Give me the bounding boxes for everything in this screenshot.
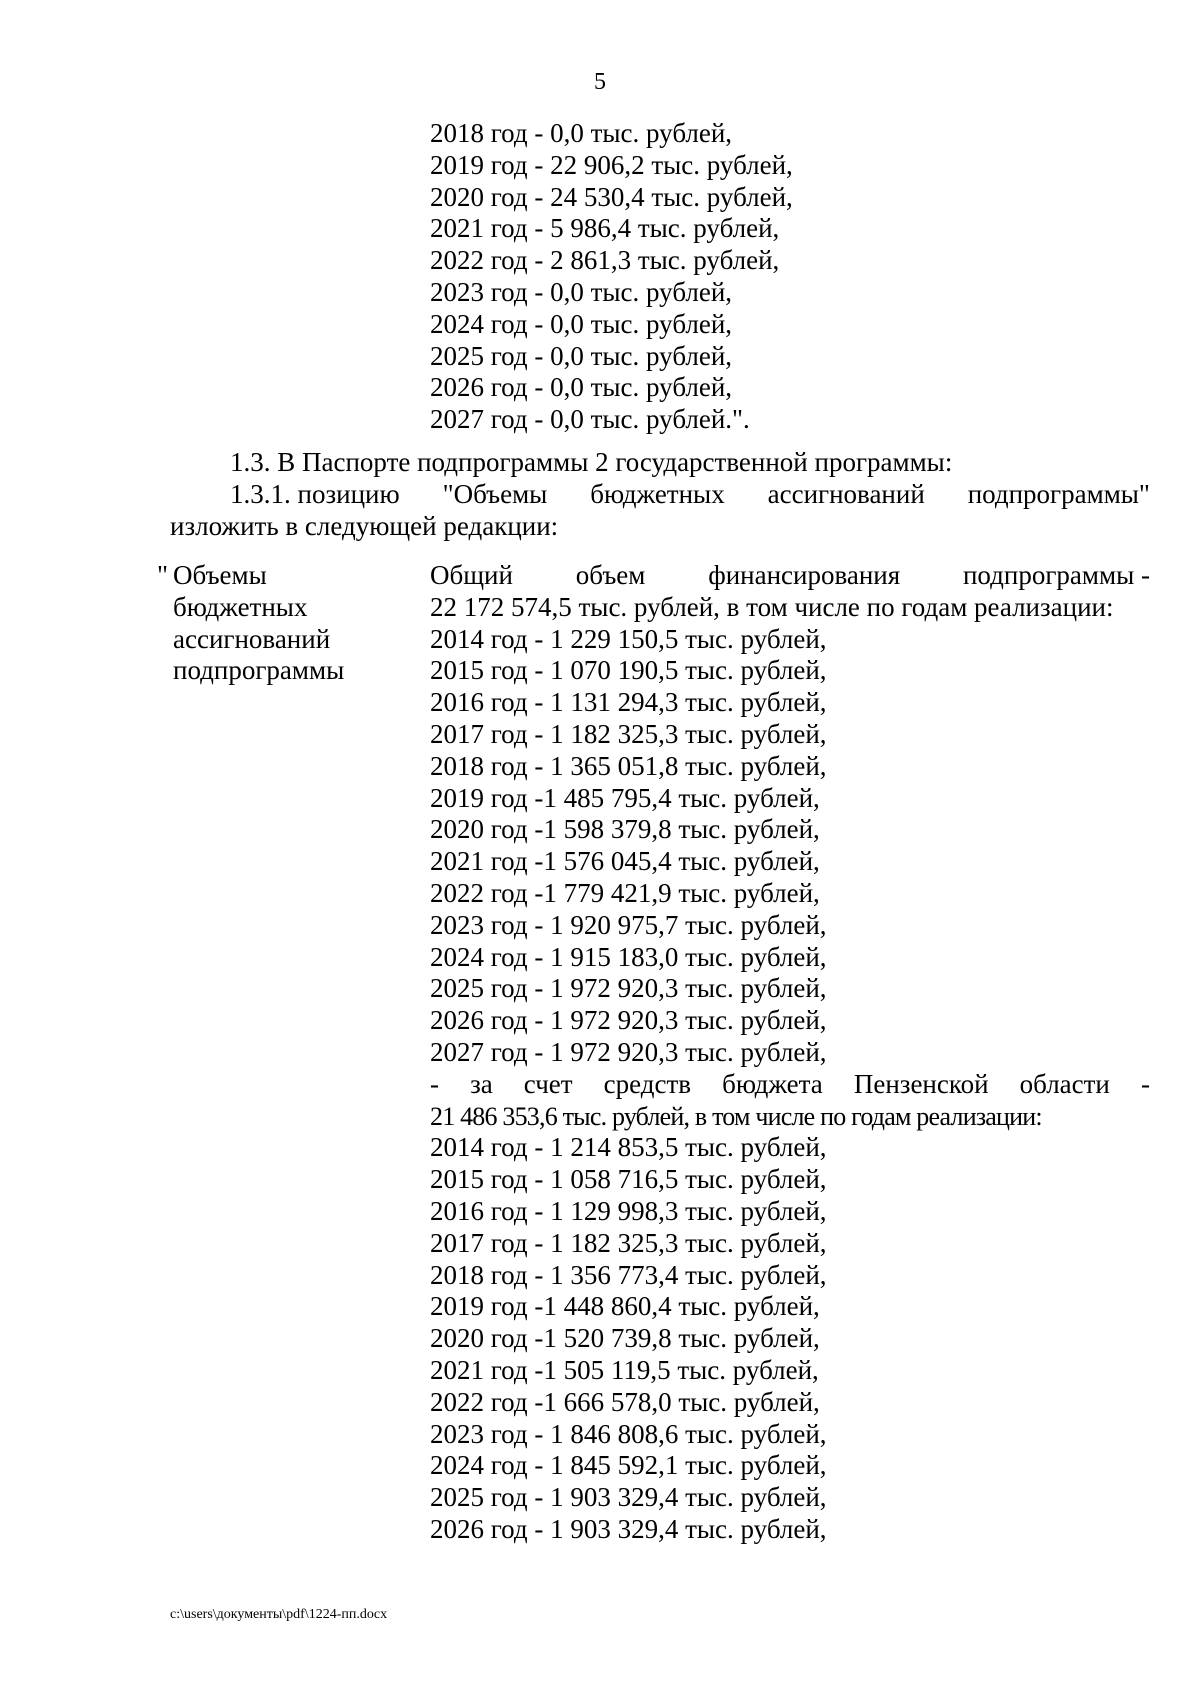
- total-year-line: 2014 год - 1 229 150,5 тыс. рублей,: [430, 623, 827, 654]
- justified-word: счет: [523, 1068, 573, 1099]
- paragraph-1-3-1-line1: [170, 479, 1150, 511]
- total-year-line: 2015 год - 1 070 190,5 тыс. рублей,: [430, 655, 827, 686]
- position-title-line: Объемы: [173, 560, 267, 590]
- total-years-list: [430, 624, 1150, 1069]
- regional-year-line: 2024 год - 1 845 592,1 тыс. рублей,: [430, 1450, 827, 1481]
- regional-year-line: 2026 год - 1 903 329,4 тыс. рублей,: [430, 1513, 827, 1544]
- justified-word: области: [1019, 1068, 1110, 1099]
- paragraph-1-3-1: [170, 479, 1150, 543]
- justified-word: Пензенской: [853, 1068, 989, 1099]
- total-year-line: 2019 год -1 485 795,4 тыс. рублей,: [430, 782, 820, 813]
- position-title-line: ассигнований: [173, 623, 331, 654]
- open-quote: ": [157, 560, 169, 590]
- regional-year-line: 2022 год -1 666 578,0 тыс. рублей,: [430, 1386, 820, 1417]
- regional-year-line: 2025 год - 1 903 329,4 тыс. рублей,: [430, 1482, 827, 1513]
- regional-year-line: 2016 год - 1 129 998,3 тыс. рублей,: [430, 1195, 827, 1226]
- total-year-line: 2017 год - 1 182 325,3 тыс. рублей,: [430, 718, 827, 749]
- justified-word: за: [470, 1068, 493, 1099]
- funding-line: 2020 год - 24 530,4 тыс. рублей,: [430, 181, 793, 212]
- paragraph-word: бюджетных: [590, 479, 725, 509]
- paragraph-1-3: 1.3. В Паспорте подпрограммы 2 государственной программы:: [230, 447, 953, 477]
- justified-word: финансирования: [708, 560, 901, 590]
- regional-year-line: 2018 год - 1 356 773,4 тыс. рублей,: [430, 1259, 827, 1290]
- justified-word: подпрограммы -: [962, 560, 1150, 590]
- regional-year-line: 2014 год - 1 214 853,5 тыс. рублей,: [430, 1132, 827, 1163]
- total-year-line: 2025 год - 1 972 920,3 тыс. рублей,: [430, 973, 827, 1004]
- paragraph-word: ассигнований: [767, 479, 925, 509]
- total-year-line: 2023 год - 1 920 975,7 тыс. рублей,: [430, 909, 827, 940]
- total-year-line: 2027 год - 1 972 920,3 тыс. рублей,: [430, 1036, 827, 1067]
- total-year-line: 2022 год -1 779 421,9 тыс. рублей,: [430, 877, 820, 908]
- top-funding-list: [430, 118, 793, 436]
- paragraph-1-3-1-line2: изложить в следующей редакции:: [170, 510, 559, 541]
- position-title: [157, 560, 397, 687]
- funding-line: 2025 год - 0,0 тыс. рублей,: [430, 340, 733, 371]
- footer-file-path: c:\users\документы\pdf\1224-пп.docx: [170, 1607, 388, 1622]
- regional-year-line: 2017 год - 1 182 325,3 тыс. рублей,: [430, 1227, 827, 1258]
- funding-line: 2021 год - 5 986,4 тыс. рублей,: [430, 213, 780, 244]
- total-year-line: 2016 год - 1 131 294,3 тыс. рублей,: [430, 687, 827, 718]
- justified-word: Общий: [430, 560, 513, 590]
- total-year-line: 2020 год -1 598 379,8 тыс. рублей,: [430, 814, 820, 845]
- position-body: [430, 560, 1150, 1546]
- regional-year-line: 2019 год -1 448 860,4 тыс. рублей,: [430, 1291, 820, 1322]
- page-number: 5: [594, 69, 606, 95]
- regional-years-list: [430, 1132, 1150, 1545]
- regional-year-line: 2023 год - 1 846 808,6 тыс. рублей,: [430, 1418, 827, 1449]
- regional-second-line: 21 486 353,6 тыс. рублей, в том числе по годам реализации:: [430, 1101, 1042, 1131]
- justified-word: -: [430, 1068, 439, 1099]
- total-year-line: 2021 год -1 576 045,4 тыс. рублей,: [430, 846, 820, 877]
- regional-first-line: [430, 1069, 1150, 1101]
- position-title-line: подпрограммы: [173, 655, 345, 686]
- total-second-line: 22 172 574,5 тыс. рублей, в том числе по годам реализации:: [430, 591, 1114, 622]
- funding-line: 2022 год - 2 861,3 тыс. рублей,: [430, 245, 780, 276]
- regional-year-line: 2020 год -1 520 739,8 тыс. рублей,: [430, 1323, 820, 1354]
- funding-line: 2019 год - 22 906,2 тыс. рублей,: [430, 149, 793, 180]
- paragraph-word: подпрограммы": [967, 479, 1150, 509]
- justified-word: бюджета: [722, 1068, 823, 1099]
- total-year-line: 2018 год - 1 365 051,8 тыс. рублей,: [430, 750, 827, 781]
- funding-line: 2023 год - 0,0 тыс. рублей,: [430, 276, 733, 307]
- total-year-line: 2024 год - 1 915 183,0 тыс. рублей,: [430, 941, 827, 972]
- position-title-line: бюджетных: [173, 591, 308, 622]
- total-first-line: [430, 560, 1150, 592]
- funding-line: 2026 год - 0,0 тыс. рублей,: [430, 372, 733, 403]
- justified-word: объем: [575, 560, 646, 590]
- funding-line: 2024 год - 0,0 тыс. рублей,: [430, 308, 733, 339]
- justified-word: средств: [603, 1068, 692, 1099]
- funding-line: 2027 год - 0,0 тыс. рублей.".: [430, 404, 750, 435]
- total-year-line: 2026 год - 1 972 920,3 тыс. рублей,: [430, 1005, 827, 1036]
- position-title-lines: [173, 560, 397, 687]
- paragraph-word: 1.3.1. позицию: [230, 479, 400, 509]
- paragraph-word: "Объемы: [442, 479, 548, 509]
- justified-word: -: [1140, 1068, 1150, 1099]
- funding-line: 2018 год - 0,0 тыс. рублей,: [430, 118, 733, 148]
- regional-year-line: 2021 год -1 505 119,5 тыс. рублей,: [430, 1354, 819, 1385]
- regional-year-line: 2015 год - 1 058 716,5 тыс. рублей,: [430, 1164, 827, 1195]
